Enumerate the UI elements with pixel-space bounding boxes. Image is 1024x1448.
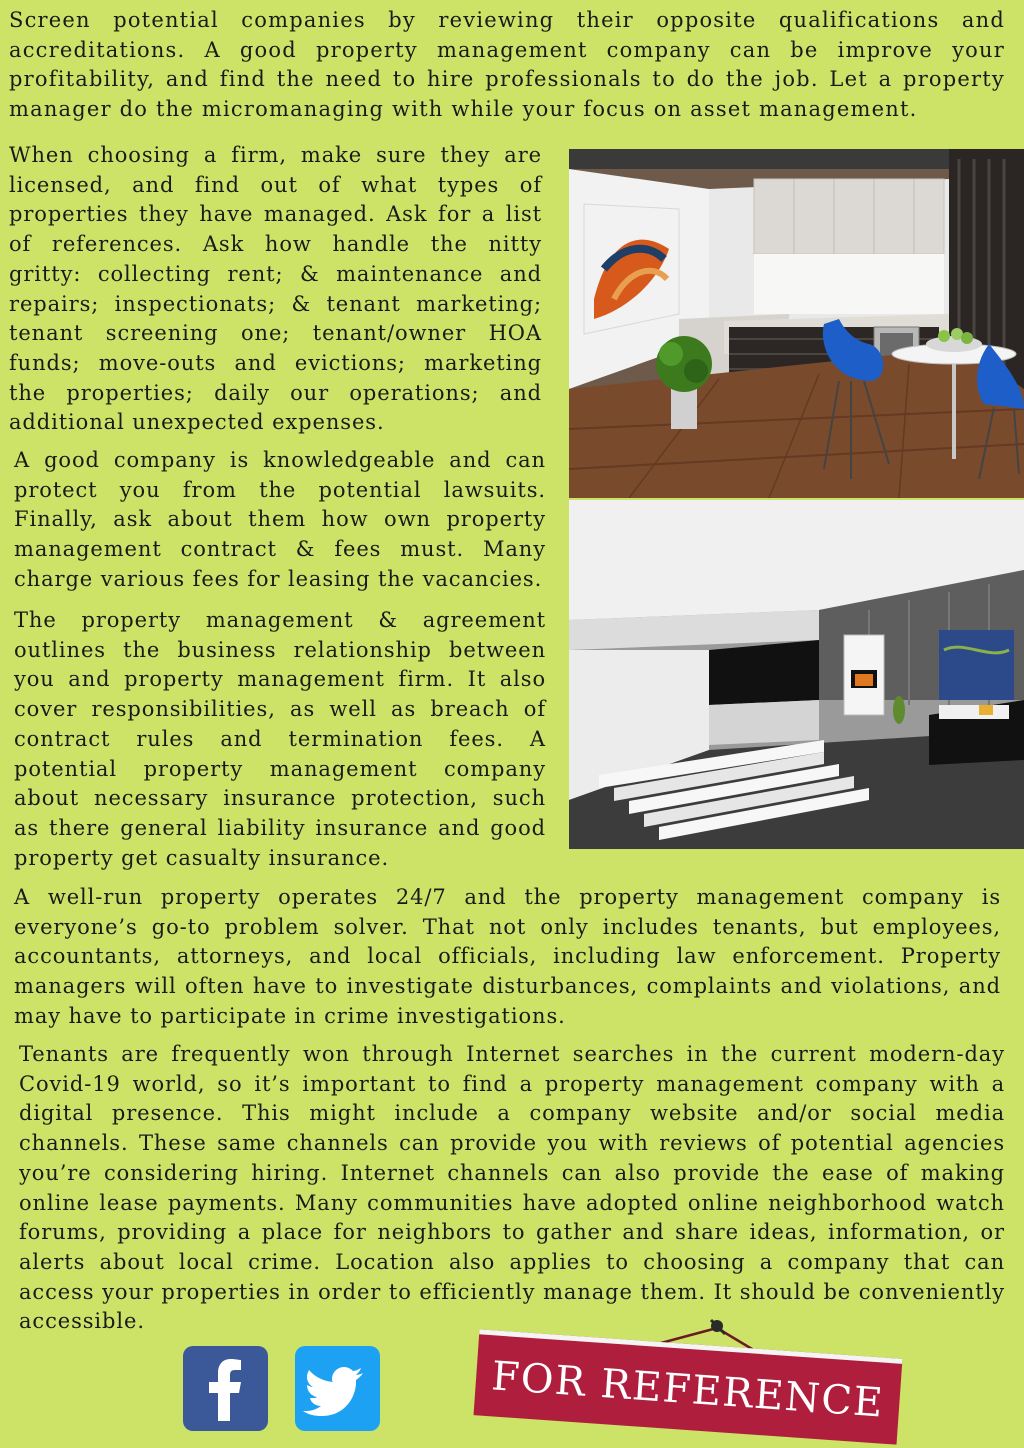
kitchen-photo xyxy=(569,149,1024,498)
choosing-firm-paragraph: When choosing a firm, make sure they are licensed, and find out of what types of properties they have managed. Ask for a list of references. Ask how handle the nitty gritty: collecting rent; & maintenance and repairs; inspectionats; & tenant marketing; tenant screening one; tenant/owner HOA funds; move-outs and evictions; marketing the properties; daily our operations; and additional unexpected expenses. xyxy=(9,143,542,435)
kitchen-illustration xyxy=(569,149,1024,498)
lounge-photo xyxy=(569,500,1024,849)
twitter-icon xyxy=(295,1346,380,1431)
twitter-button[interactable] xyxy=(295,1346,380,1431)
agreement-paragraph: The property management & agreement outlines the business relationship between you and property management firm. It also cover responsibilities, as well as breach of contract rules and termination fees. A potential property management company about necessary insurance protection, such as there general liability insurance and good property get casualty insurance. xyxy=(14,608,546,870)
well-run-paragraph: A well-run property operates 24/7 and the property management company is everyone’s go-to problem solver. That not only includes tenants, but employees, accountants, attorneys, and local officials, including law enforcement. Property managers will often have to investigate disturbances, complaints and violations, and may have to participate in crime investigations. xyxy=(14,885,1001,1028)
for-reference-sign: FOR REFERENCE xyxy=(474,1329,903,1444)
facebook-icon xyxy=(183,1346,268,1431)
facebook-button[interactable] xyxy=(183,1346,268,1431)
lounge-illustration xyxy=(569,500,1024,849)
intro-paragraph: Screen potential companies by reviewing their opposite qualifications and accreditations. A good property management company can be improve your profitability, and find the need to hire professionals to do the job. Let a property manager do the micromanaging with while your focus on asset management. xyxy=(9,8,1005,122)
good-company-paragraph: A good company is knowledgeable and can protect you from the potential lawsuits. Finally, ask about them how own property management contract & fees must. Many charge various fees for leasing the vacancies. xyxy=(14,448,546,591)
digital-presence-paragraph: Tenants are frequently won through Internet searches in the current modern-day Covid-19 world, so it’s important to find a property management company with a digital presence. This might include a company website and/or social media channels. These same channels can provide you with reviews of potential agencies you’re considering hiring. Internet channels can also provide the ease of making online lease payments. Many communities have adopted online neighborhood watch forums, providing a place for neighbors to gather and share ideas, information, or alerts about local crime. Location also applies to choosing a company that can access your properties in order to efficiently manage them. It should be conveniently accessible. xyxy=(19,1042,1005,1334)
